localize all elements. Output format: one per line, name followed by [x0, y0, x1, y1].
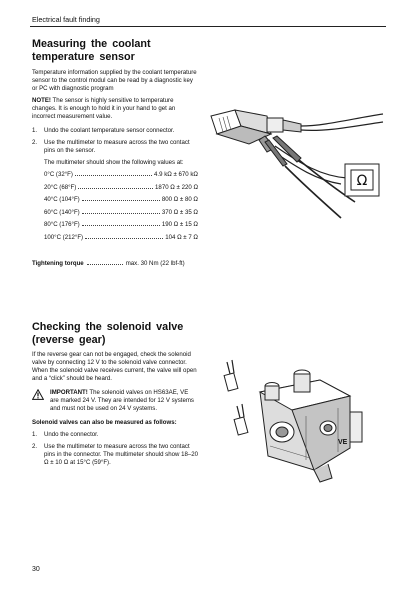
resistance-row: [44, 221, 198, 234]
important-label: IMPORTANT!: [50, 389, 88, 396]
note-label: NOTE!: [32, 97, 51, 104]
coolant-intro: Temperature information supplied by the coolant temperature sensor to the control modul can be read by a diagnostic key or PC with diagnostic program: [32, 69, 197, 92]
running-header: Electrical fault finding: [32, 15, 100, 24]
step-text: Undo the connector.: [44, 431, 99, 438]
resistance-value: 4.9 kΩ ± 670 kΩ: [154, 171, 198, 178]
resistance-row: [44, 184, 198, 197]
important-text: The solenoid valves on HS63AE, VE are marked 24 V. They are intended for 12 V systems and must not be used on 24 V systems.: [50, 389, 194, 412]
solenoid-section: [32, 321, 198, 471]
note-text: The sensor is highly sensitive to temperature changes. It is enough to hold it in your hand to get an incorrect measurement value.: [32, 97, 176, 120]
resistance-row: [44, 171, 198, 184]
coolant-section: [32, 38, 198, 268]
sensor-measurement-figure: [205, 106, 385, 222]
resistance-row: [44, 234, 198, 247]
resistance-value: 1870 Ω ± 220 Ω: [155, 183, 198, 191]
coolant-heading: [32, 38, 198, 63]
solenoid-intro: If the reverse gear can not be engaged, check the solenoid valve by connecting 12 V to the solenoid valve connector. When the solenoid valve receives current, the valve will open and a “click” should be heard.: [32, 351, 197, 382]
coolant-heading-line2: temperature sensor: [32, 50, 135, 63]
torque-label: Tightening torque: [32, 260, 84, 267]
temperature-label: 0°C (32°F): [44, 171, 73, 178]
solenoid-valve-figure: [210, 352, 380, 488]
step-number: 2.: [32, 139, 38, 146]
temperature-label: 60°C (140°F): [44, 208, 80, 216]
temperature-label: 40°C (104°F): [44, 196, 80, 203]
coolant-heading-line1: Measuring the coolant: [32, 38, 151, 50]
important-notice: [32, 389, 198, 413]
step-number: 2.: [32, 443, 38, 450]
solenoid-heading: [32, 321, 198, 346]
resistance-value: 104 Ω ± 7 Ω: [165, 233, 198, 241]
solenoid-step-1: [32, 431, 198, 439]
temperature-label: 100°C (212°F): [44, 233, 84, 241]
resistance-value: 800 Ω ± 80 Ω: [161, 196, 198, 203]
ohm-symbol: Ω: [356, 173, 368, 189]
tightening-torque: [32, 260, 198, 268]
warning-triangle-icon: [32, 389, 44, 400]
temperature-label: 20°C (68°F): [44, 183, 77, 191]
also-measured-heading: Solenoid valves can also be measured as follows:: [32, 419, 177, 426]
resistance-row: [44, 209, 198, 222]
page-number: 30: [32, 566, 40, 573]
coolant-step-1: [32, 127, 198, 135]
resistance-value: 370 Ω ± 35 Ω: [161, 208, 198, 216]
values-intro: The multimeter should show the following values at:: [44, 159, 184, 166]
torque-value: max. 30 Nm (22 lbf-ft): [125, 260, 185, 267]
step-number: 1.: [32, 127, 38, 134]
step-text: Use the multimeter to measure across the two contact pins in the connector. The multimeter should show 18–20 Ω ± 10 Ω at 15°C (59°F).: [44, 443, 199, 466]
resistance-row: [44, 196, 198, 209]
step-text: Use the multimeter to measure across the two contact pins on the sensor.: [44, 139, 190, 154]
solenoid-heading-line1: Checking the solenoid valve: [32, 321, 184, 333]
solenoid-heading-line2: (reverse gear): [32, 333, 106, 346]
ve-marking: VE: [338, 439, 348, 446]
resistance-value: 190 Ω ± 15 Ω: [161, 221, 198, 228]
step-number: 1.: [32, 431, 38, 438]
coolant-note: [32, 97, 198, 121]
temperature-label: 80°C (176°F): [44, 221, 80, 228]
resistance-values-list: [32, 171, 198, 246]
step-text: Undo the coolant temperature sensor connector.: [44, 127, 175, 134]
solenoid-step-2: [32, 443, 198, 467]
coolant-step-2: [32, 139, 198, 155]
header-rule: [30, 26, 386, 27]
